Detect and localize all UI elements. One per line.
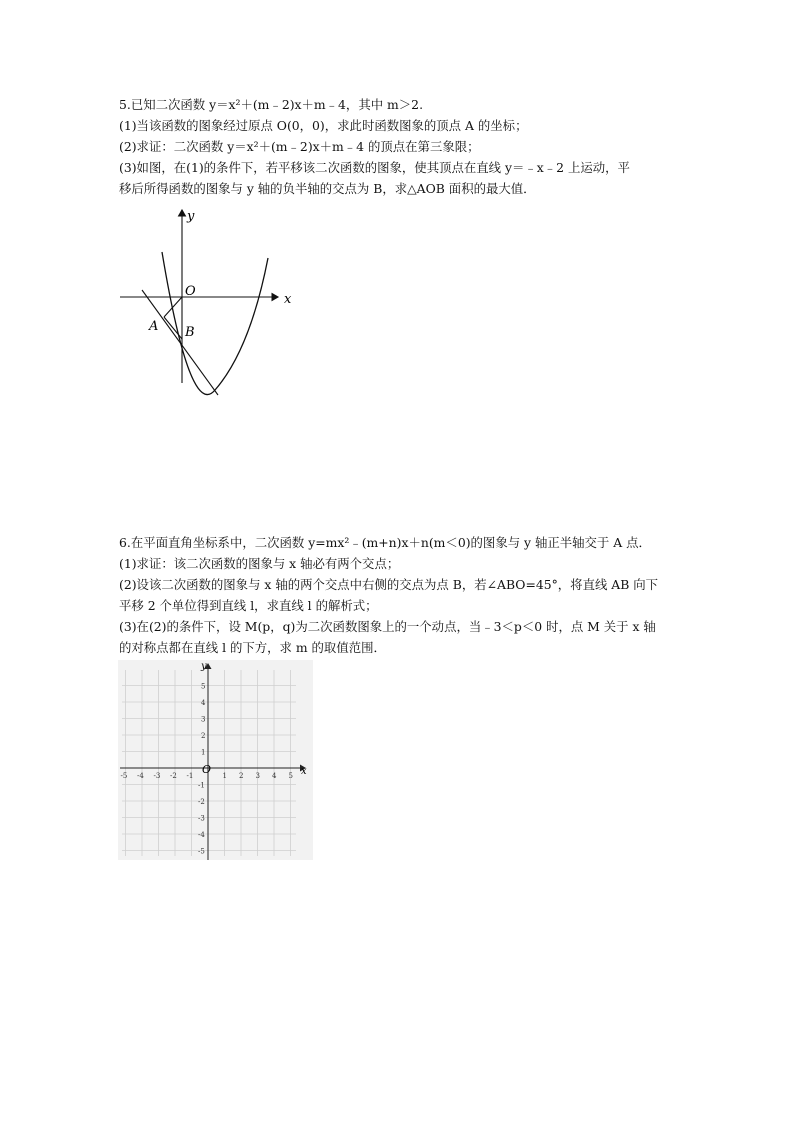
problem-5-figure <box>110 200 310 400</box>
problem-5-part-3: (3)如图，在(1)的条件下，若平移该二次函数的图象，使其顶点在直线 y＝﹣x﹣2 上运动，平 <box>119 160 630 175</box>
y-tick-label: -3 <box>198 814 205 823</box>
y-tick-label: -5 <box>198 847 205 856</box>
problem-6-part-1: (1)求证：该二次函数的图象与 x 轴必有两个交点； <box>119 556 400 571</box>
y-tick-label: -1 <box>198 781 205 790</box>
problem-6-statement: 6.在平面直角坐标系中，二次函数 y=mx²﹣(m+n)x＋n(m＜0)的图象与 y 轴正半轴交于 A 点． <box>119 535 651 550</box>
problem-5-part-2: (2)求证：二次函数 y＝x²＋(m﹣2)x＋m﹣4 的顶点在第三象限； <box>119 139 480 154</box>
x-tick-label: -3 <box>153 772 161 780</box>
problem-6-part-3-cont: 的对称点都在直线 l 的下方，求 m 的取值范围． <box>119 640 386 655</box>
grid-origin-label: O <box>202 763 212 776</box>
point-a-label: A <box>149 319 159 334</box>
y-tick-label: 4 <box>201 699 206 707</box>
moving-line <box>142 290 218 395</box>
problem-6-part-2-cont: 平移 2 个单位得到直线 l，求直线 l 的解析式； <box>119 598 378 613</box>
x-tick-label: -5 <box>120 772 128 780</box>
y-tick-label: 2 <box>201 732 206 740</box>
point-b-label: B <box>185 325 195 340</box>
problem-6-part-3: (3)在(2)的条件下，设 M(p，q)为二次函数图象上的一个动点，当﹣3＜p＜0 时，点 M 关于 x 轴 <box>119 619 656 634</box>
y-tick-label: -4 <box>198 831 205 839</box>
problem-6-coordinate-grid <box>118 660 313 860</box>
y-tick-label: 5 <box>201 682 206 691</box>
y-tick-label: 1 <box>201 748 206 757</box>
x-axis-label: x <box>284 292 292 307</box>
origin-label: O <box>185 284 196 299</box>
grid-x-label: x <box>301 766 307 777</box>
x-tick-label: -2 <box>170 772 177 780</box>
x-tick-label: 1 <box>222 772 227 780</box>
x-tick-label: 2 <box>239 772 244 780</box>
y-tick-label: 3 <box>201 715 206 724</box>
problem-5-statement: 5.已知二次函数 y＝x²＋(m﹣2)x＋m﹣4，其中 m＞2. <box>119 97 424 112</box>
segment-oa <box>164 297 182 317</box>
y-tick-label: -2 <box>198 798 205 806</box>
parabola-curve <box>162 252 268 395</box>
grid-y-label: y <box>201 661 207 672</box>
x-tick-label: -1 <box>186 772 194 780</box>
y-axis-label: y <box>187 209 195 224</box>
x-tick-label: 4 <box>272 772 277 780</box>
segment-ab <box>164 317 182 339</box>
problem-5-part-1: (1)当该函数的图象经过原点 O(0，0)，求此时函数图象的顶点 A 的坐标； <box>119 118 528 133</box>
x-tick-label: -4 <box>137 772 144 780</box>
problem-6-part-2: (2)设该二次函数的图象与 x 轴的两个交点中右侧的交点为点 B，若∠ABO=45°，将直线 AB 向下 <box>119 577 659 592</box>
problem-5-part-3-cont: 移后所得函数的图象与 y 轴的负半轴的交点为 B，求△AOB 面积的最大值． <box>119 181 536 196</box>
x-tick-label: 5 <box>288 772 293 780</box>
x-tick-label: 3 <box>255 772 260 780</box>
